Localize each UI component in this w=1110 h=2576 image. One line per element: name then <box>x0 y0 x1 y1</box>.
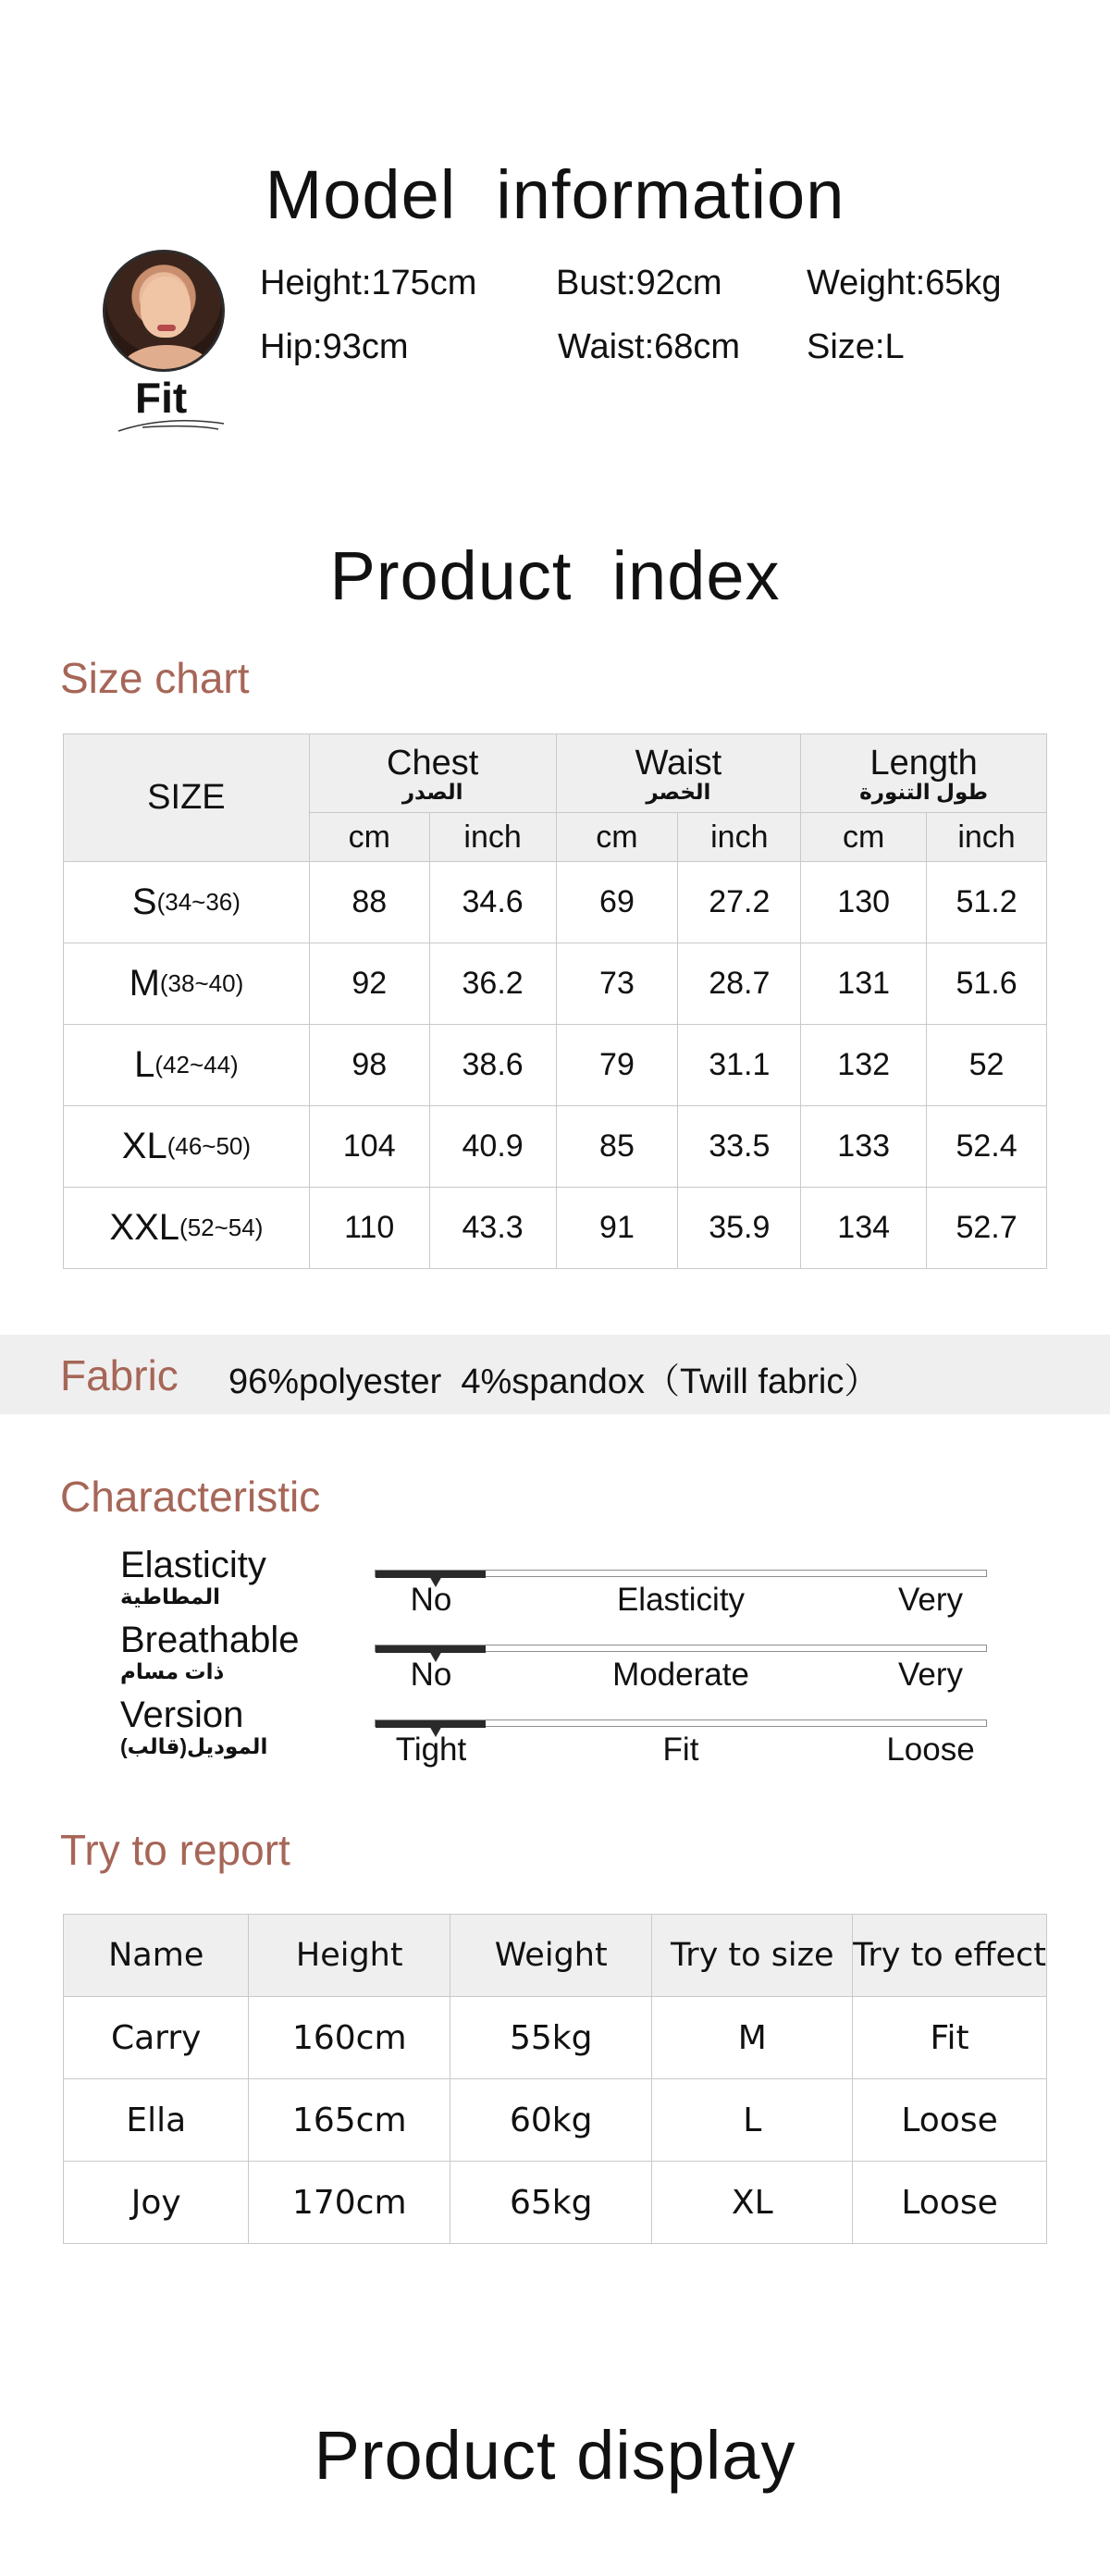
chest-cm-cell: 110 <box>309 1188 429 1269</box>
length-cm-cell: 132 <box>801 1025 927 1106</box>
height-cell: 165cm <box>249 2079 450 2162</box>
signature-swash-icon <box>115 414 229 437</box>
waist-inch-cell: 31.1 <box>678 1025 801 1106</box>
waist-inch-cell: 27.2 <box>678 862 801 943</box>
breathable-mid: Moderate <box>612 1657 749 1693</box>
elasticity-label-ar: المطاطية <box>120 1584 220 1608</box>
fabric-label: Fabric <box>60 1351 179 1399</box>
chest-inch-cell: 34.6 <box>429 862 556 943</box>
table-row <box>64 1188 1047 1269</box>
version-mid: Fit <box>662 1732 699 1768</box>
breathable-label-ar: ذات مسام <box>120 1659 225 1683</box>
weight-cell: 65kg <box>450 2162 651 2244</box>
breathable-low: No <box>410 1657 452 1693</box>
unit-cm: cm <box>556 813 678 862</box>
elasticity-label: Elasticity <box>120 1545 266 1585</box>
effect-cell: Loose <box>853 2162 1047 2244</box>
version-high: Loose <box>886 1732 975 1768</box>
size-cell: M(38~40) <box>64 943 310 1025</box>
size-cell: L <box>652 2079 853 2162</box>
product-index-title: Product index <box>329 537 781 614</box>
waist-cm-cell: 79 <box>556 1025 678 1106</box>
model-hip: Hip:93cm <box>260 327 409 366</box>
chest-group-header: Chest الصدر <box>309 734 556 813</box>
size-header: SIZE <box>64 734 310 862</box>
model-weight: Weight:65kg <box>807 264 1002 302</box>
elasticity-high: Very <box>897 1582 964 1618</box>
model-size: Size:L <box>807 327 905 366</box>
waist-cm-cell: 85 <box>556 1106 678 1188</box>
breathable-scale <box>375 1645 987 1652</box>
characteristic-title: Characteristic <box>60 1473 321 1521</box>
elasticity-low: No <box>410 1582 452 1618</box>
model-info-title: Model information <box>265 156 845 233</box>
length-group-header: Length طول التنورة <box>801 734 1047 813</box>
height-cell: 170cm <box>249 2162 450 2244</box>
size-cell: XL <box>652 2162 853 2244</box>
waist-cm-cell: 69 <box>556 862 678 943</box>
table-row <box>64 1997 1047 2079</box>
try-report-title: Try to report <box>60 1826 290 1874</box>
chest-inch-cell: 40.9 <box>429 1106 556 1188</box>
waist-inch-cell: 33.5 <box>678 1106 801 1188</box>
name-cell: Ella <box>64 2079 249 2162</box>
size-chart-title: Size chart <box>60 654 250 702</box>
product-display-title: Product display <box>314 2417 796 2494</box>
effect-cell: Loose <box>853 2079 1047 2162</box>
model-avatar <box>103 250 225 372</box>
elasticity-mid: Elasticity <box>616 1582 746 1618</box>
height-cell: 160cm <box>249 1997 450 2079</box>
weight-cell: 60kg <box>450 2079 651 2162</box>
length-inch-cell: 52.4 <box>927 1106 1047 1188</box>
col-header-height: Height <box>249 1915 450 1997</box>
size-chart-table <box>63 733 1047 1269</box>
waist-cm-cell: 91 <box>556 1188 678 1269</box>
waist-inch-cell: 28.7 <box>678 943 801 1025</box>
chest-inch-cell: 38.6 <box>429 1025 556 1106</box>
model-bust: Bust:92cm <box>556 264 722 302</box>
length-cm-cell: 133 <box>801 1106 927 1188</box>
unit-inch: inch <box>678 813 801 862</box>
length-inch-cell: 51.6 <box>927 943 1047 1025</box>
elasticity-scale <box>375 1570 987 1577</box>
version-low: Tight <box>395 1732 467 1768</box>
length-cm-cell: 130 <box>801 862 927 943</box>
chest-inch-cell: 36.2 <box>429 943 556 1025</box>
col-header-try-effect: Try to effect <box>853 1915 1047 1997</box>
version-label-ar: الموديل(قالب) <box>120 1734 268 1758</box>
size-cell: XL(46~50) <box>64 1106 310 1188</box>
chest-cm-cell: 92 <box>309 943 429 1025</box>
chest-cm-cell: 104 <box>309 1106 429 1188</box>
size-cell: S(34~36) <box>64 862 310 943</box>
table-row <box>64 1025 1047 1106</box>
waist-cm-cell: 73 <box>556 943 678 1025</box>
length-cm-cell: 134 <box>801 1188 927 1269</box>
version-scale <box>375 1719 987 1727</box>
version-label: Version <box>120 1695 244 1735</box>
length-inch-cell: 51.2 <box>927 862 1047 943</box>
size-cell: L(42~44) <box>64 1025 310 1106</box>
waist-inch-cell: 35.9 <box>678 1188 801 1269</box>
unit-cm: cm <box>309 813 429 862</box>
fabric-value: 96%polyester 4%spandox（Twill fabric） <box>228 1362 880 1401</box>
unit-cm: cm <box>801 813 927 862</box>
waist-group-header: Waist الخصر <box>556 734 801 813</box>
table-row <box>64 943 1047 1025</box>
length-cm-cell: 131 <box>801 943 927 1025</box>
unit-inch: inch <box>429 813 556 862</box>
name-cell: Joy <box>64 2162 249 2244</box>
length-inch-cell: 52.7 <box>927 1188 1047 1269</box>
table-row <box>64 1106 1047 1188</box>
chest-inch-cell: 43.3 <box>429 1188 556 1269</box>
size-cell: XXL(52~54) <box>64 1188 310 1269</box>
breathable-high: Very <box>897 1657 964 1693</box>
table-row <box>64 2079 1047 2162</box>
breathable-label: Breathable <box>120 1620 300 1660</box>
size-cell: M <box>652 1997 853 2079</box>
model-height: Height:175cm <box>260 264 477 302</box>
col-header-weight: Weight <box>450 1915 651 1997</box>
try-report-table <box>63 1914 1047 2244</box>
model-waist: Waist:68cm <box>558 327 741 366</box>
table-row <box>64 2162 1047 2244</box>
col-header-try-size: Try to size <box>652 1915 853 1997</box>
effect-cell: Fit <box>853 1997 1047 2079</box>
unit-inch: inch <box>927 813 1047 862</box>
table-row <box>64 862 1047 943</box>
chest-cm-cell: 98 <box>309 1025 429 1106</box>
length-inch-cell: 52 <box>927 1025 1047 1106</box>
name-cell: Carry <box>64 1997 249 2079</box>
chest-cm-cell: 88 <box>309 862 429 943</box>
fit-label: Fit <box>135 374 188 422</box>
weight-cell: 55kg <box>450 1997 651 2079</box>
col-header-name: Name <box>64 1915 249 1997</box>
